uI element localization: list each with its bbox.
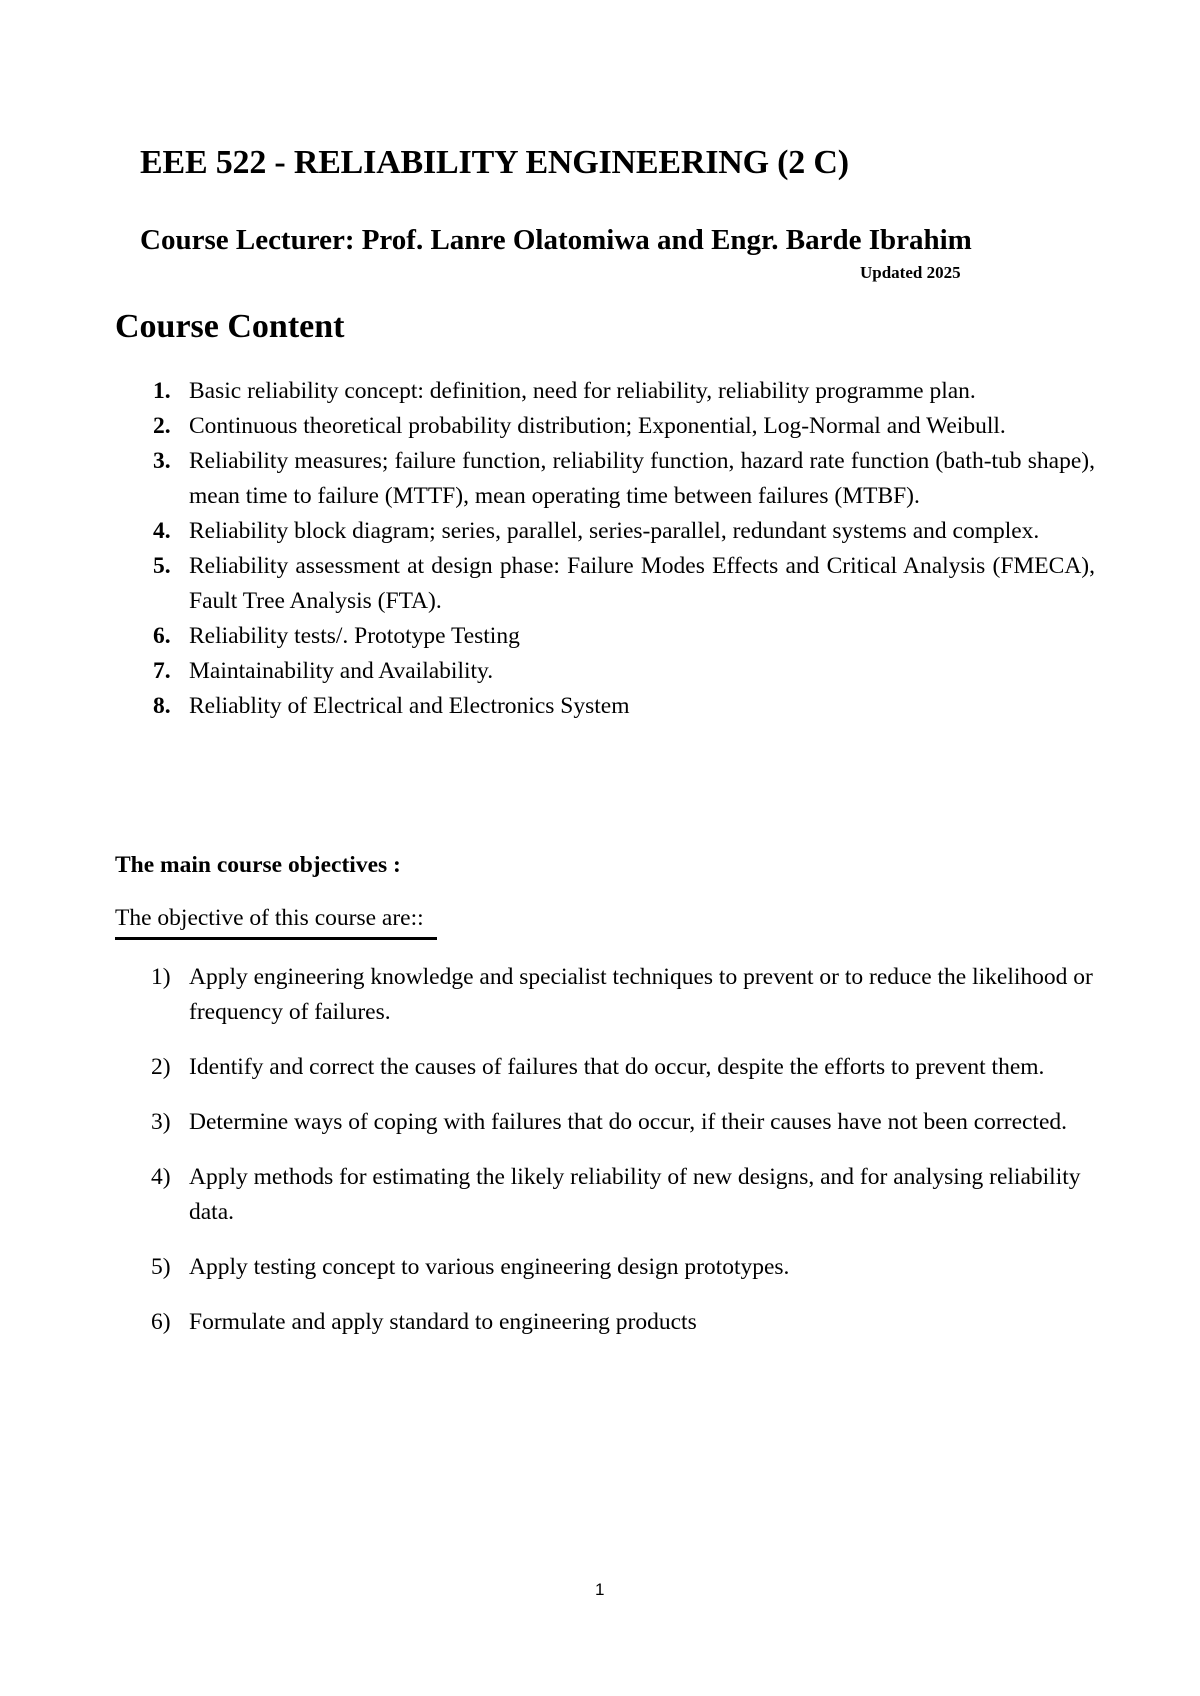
- list-item-number: 3): [151, 1109, 171, 1135]
- list-item-number: 1.: [153, 378, 171, 404]
- course-content-list: [145, 374, 1095, 724]
- list-item: [145, 549, 1095, 619]
- objectives-list: [145, 960, 1095, 1360]
- list-item: [145, 960, 1095, 1030]
- list-item-text: Determine ways of coping with failures that do occur, if their causes have not been corrected.: [189, 1109, 1068, 1135]
- list-item-number: 2.: [153, 413, 171, 439]
- list-item: [145, 654, 1095, 689]
- list-item-number: 1): [151, 964, 171, 990]
- intro-underline: [115, 937, 437, 940]
- list-item: [145, 514, 1095, 549]
- list-item-text: Reliablity of Electrical and Electronics System: [189, 693, 630, 719]
- list-item-number: 5): [151, 1254, 171, 1280]
- list-item-number: 6.: [153, 623, 171, 649]
- list-item-text: Reliability assessment at design phase: Failure Modes Effects and Critical Analysis (FMECA), Fault Tree Analysis (FTA).: [189, 553, 1095, 614]
- list-item-text: Reliability tests/. Prototype Testing: [189, 623, 520, 649]
- list-item-text: Continuous theoretical probability distribution; Exponential, Log-Normal and Weibull.: [189, 413, 1006, 439]
- objectives-heading: The main course objectives :: [115, 852, 401, 878]
- list-item-text: Apply testing concept to various engineering design prototypes.: [189, 1254, 790, 1280]
- list-item: [145, 1250, 1095, 1285]
- list-item: [145, 1105, 1095, 1140]
- objectives-intro: The objective of this course are::: [115, 905, 424, 931]
- list-item-number: 6): [151, 1309, 171, 1335]
- list-item-number: 4): [151, 1164, 171, 1190]
- list-item: [145, 619, 1095, 654]
- page-number: 1: [595, 1580, 605, 1599]
- list-item: [145, 409, 1095, 444]
- list-item-text: Basic reliability concept: definition, need for reliability, reliability programme plan.: [189, 378, 976, 404]
- list-item-number: 4.: [153, 518, 171, 544]
- list-item-text: Reliability block diagram; series, parallel, series-parallel, redundant systems and complex.: [189, 518, 1040, 544]
- list-item-text: Formulate and apply standard to engineering products: [189, 1309, 697, 1335]
- list-item: [145, 444, 1095, 514]
- list-item: [145, 1050, 1095, 1085]
- list-item: [145, 374, 1095, 409]
- list-item-text: Identify and correct the causes of failures that do occur, despite the efforts to prevent them.: [189, 1054, 1045, 1080]
- list-item: [145, 1160, 1095, 1230]
- list-item-text: Apply engineering knowledge and specialist techniques to prevent or to reduce the likelihood or frequency of failures.: [189, 964, 1093, 1025]
- list-item-text: Apply methods for estimating the likely reliability of new designs, and for analysing reliability data.: [189, 1164, 1081, 1225]
- list-item-text: Reliability measures; failure function, reliability function, hazard rate function (bath-tub shape), mean time to failure (MTTF), mean operating time between failures (MTBF).: [189, 448, 1095, 509]
- list-item-number: 5.: [153, 553, 171, 579]
- list-item-number: 7.: [153, 658, 171, 684]
- updated-note: Updated 2025: [860, 263, 961, 282]
- list-item: [145, 689, 1095, 724]
- course-lecturer: Course Lecturer: Prof. Lanre Olatomiwa and Engr. Barde Ibrahim: [140, 224, 972, 256]
- list-item-number: 2): [151, 1054, 171, 1080]
- list-item-text: Maintainability and Availability.: [189, 658, 494, 684]
- course-content-heading: Course Content: [115, 308, 345, 345]
- list-item-number: 3.: [153, 448, 171, 474]
- list-item: [145, 1305, 1095, 1340]
- course-title: EEE 522 - RELIABILITY ENGINEERING (2 C): [140, 144, 849, 181]
- list-item-number: 8.: [153, 693, 171, 719]
